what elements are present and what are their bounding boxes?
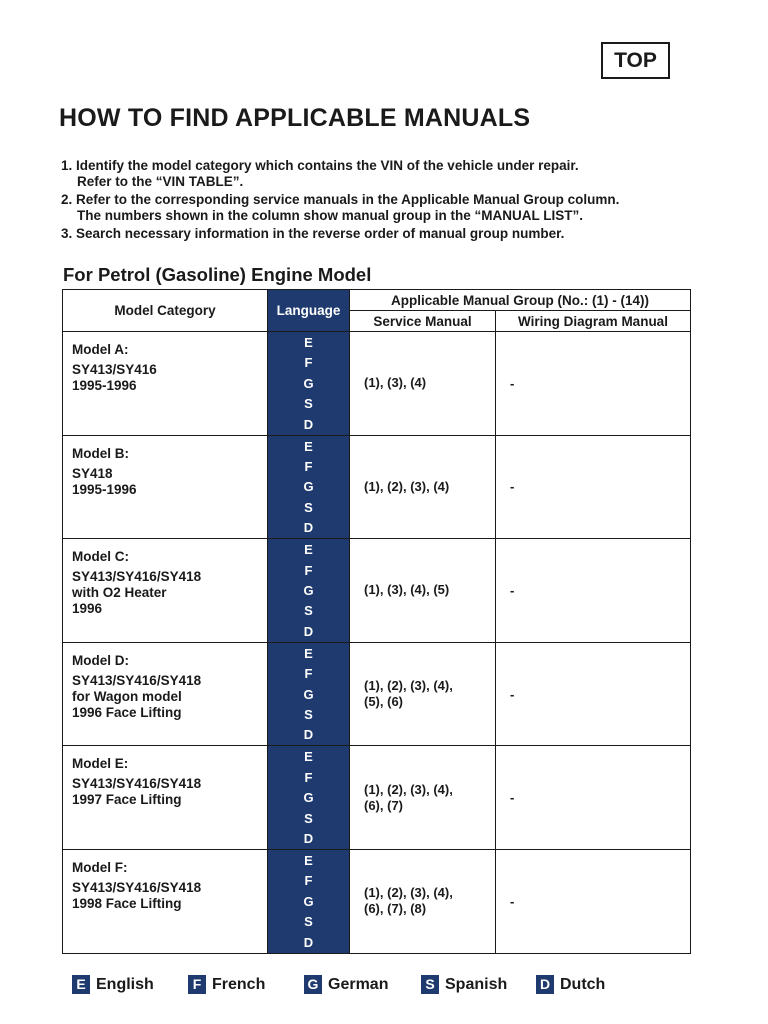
step-2-note: The numbers shown in the column show manual group in the “MANUAL LIST”.: [77, 207, 584, 223]
legend-label-dutch: Dutch: [560, 975, 606, 993]
model-category-cell: [63, 435, 268, 539]
step-3: 3. Search necessary information in the reverse order of manual group number.: [61, 226, 565, 241]
language-code: F: [304, 355, 313, 371]
table-row: [63, 642, 691, 746]
language-code: G: [303, 375, 314, 391]
language-cell: [268, 746, 350, 850]
service-manual-groups: (6), (7): [364, 797, 403, 813]
model-detail: SY413/SY416/SY418: [72, 672, 202, 688]
service-manual-groups: (1), (2), (3), (4),: [364, 781, 453, 797]
language-code: D: [303, 830, 314, 846]
section-subtitle: For Petrol (Gasoline) Engine Model: [63, 264, 372, 285]
language-cell: [268, 435, 350, 539]
table-row: [63, 746, 691, 850]
service-manual-cell: [350, 539, 496, 643]
language-code: E: [304, 645, 313, 661]
language-code: D: [303, 416, 314, 432]
language-cell: [268, 539, 350, 643]
legend-item-german: [304, 975, 421, 994]
wiring-diagram-cell: -: [496, 435, 691, 539]
legend-item-spanish: [421, 975, 536, 994]
header-applicable-group: Applicable Manual Group (No.: (1) - (14)): [350, 290, 691, 311]
service-manual-groups: (1), (2), (3), (4),: [364, 678, 453, 694]
step-1: 1. Identify the model category which contains the VIN of the vehicle under repair.: [61, 158, 579, 173]
model-detail: 1998 Face Lifting: [72, 895, 182, 911]
language-cell: [268, 849, 350, 953]
legend-label-french: French: [212, 975, 266, 993]
header-wiring-diagram: Wiring Diagram Manual: [496, 311, 691, 332]
table-row: [63, 539, 691, 643]
language-cell: [268, 642, 350, 746]
top-button[interactable]: TOP: [601, 42, 670, 79]
language-code: F: [304, 873, 313, 889]
legend-label-english: English: [96, 975, 154, 993]
language-code: F: [304, 458, 313, 474]
language-code: F: [304, 666, 313, 682]
model-detail: 1996: [72, 601, 103, 617]
language-code: G: [303, 686, 314, 702]
model-name: Model D:: [72, 652, 129, 668]
service-manual-groups: (1), (3), (4): [364, 375, 427, 391]
header-model-category: Model Category: [63, 290, 268, 332]
legend-item-french: [188, 975, 304, 994]
legend-item-english: [72, 975, 188, 994]
language-code: F: [304, 769, 313, 785]
language-code: S: [304, 706, 313, 722]
model-detail: 1995-1996: [72, 481, 137, 497]
language-code: D: [303, 623, 314, 639]
service-manual-groups: (1), (2), (3), (4),: [364, 885, 453, 901]
service-manual-cell: [350, 746, 496, 850]
language-legend: [72, 975, 605, 994]
language-code: G: [303, 893, 314, 909]
table-row: [63, 332, 691, 436]
model-category-cell: [63, 642, 268, 746]
wiring-diagram-cell: -: [496, 539, 691, 643]
model-category-cell: [63, 849, 268, 953]
language-code: F: [304, 562, 313, 578]
wiring-diagram-cell: -: [496, 849, 691, 953]
page-title: HOW TO FIND APPLICABLE MANUALS: [59, 104, 531, 132]
service-manual-cell: [350, 332, 496, 436]
model-name: Model C:: [72, 549, 129, 565]
legend-code-e: E: [72, 975, 90, 994]
legend-label-spanish: Spanish: [445, 975, 508, 993]
language-code: E: [304, 542, 313, 558]
language-code: S: [304, 499, 313, 515]
language-code: S: [304, 603, 313, 619]
service-manual-groups: (5), (6): [364, 694, 403, 710]
step-1-note: Refer to the “VIN TABLE”.: [77, 173, 244, 189]
model-name: Model E:: [72, 756, 129, 772]
applicable-manual-table: [62, 289, 691, 954]
step-2: 2. Refer to the corresponding service manuals in the Applicable Manual Group column.: [61, 192, 620, 207]
legend-code-d: D: [536, 975, 554, 994]
language-code: G: [303, 479, 314, 495]
legend-code-s: S: [421, 975, 439, 994]
wiring-diagram-cell: -: [496, 746, 691, 850]
legend-code-g: G: [304, 975, 322, 994]
language-code: D: [303, 934, 314, 950]
service-manual-groups: (1), (2), (3), (4): [364, 478, 450, 494]
model-detail: SY418: [72, 465, 113, 481]
language-cell: [268, 332, 350, 436]
model-detail: SY413/SY416/SY418: [72, 776, 202, 792]
language-code: E: [304, 438, 313, 454]
language-code: E: [304, 852, 313, 868]
model-category-cell: [63, 332, 268, 436]
service-manual-groups: (1), (3), (4), (5): [364, 582, 450, 598]
model-name: Model F:: [72, 859, 128, 875]
language-code: S: [304, 810, 313, 826]
model-detail: 1996 Face Lifting: [72, 704, 182, 720]
legend-label-german: German: [328, 975, 389, 993]
wiring-diagram-cell: -: [496, 332, 691, 436]
legend-code-f: F: [188, 975, 206, 994]
language-code: D: [303, 520, 314, 536]
model-detail: SY413/SY416: [72, 362, 157, 377]
service-manual-groups: (6), (7), (8): [364, 901, 427, 917]
language-code: D: [303, 727, 314, 743]
model-name: Model B:: [72, 445, 129, 461]
language-code: G: [303, 582, 314, 598]
service-manual-cell: [350, 849, 496, 953]
model-detail: SY413/SY416/SY418: [72, 569, 202, 585]
service-manual-cell: [350, 642, 496, 746]
language-code: S: [304, 914, 313, 930]
language-code: G: [303, 790, 314, 806]
wiring-diagram-cell: -: [496, 642, 691, 746]
header-service-manual: Service Manual: [350, 311, 496, 332]
service-manual-cell: [350, 435, 496, 539]
header-language: Language: [268, 290, 350, 332]
table-row: [63, 435, 691, 539]
model-category-cell: [63, 746, 268, 850]
model-detail: 1995-1996: [72, 378, 137, 393]
instructions: [61, 158, 619, 242]
legend-item-dutch: [536, 975, 605, 994]
model-detail: SY413/SY416/SY418: [72, 879, 202, 895]
model-detail: 1997 Face Lifting: [72, 792, 182, 808]
model-category-cell: [63, 539, 268, 643]
language-code: E: [304, 749, 313, 765]
model-detail: with O2 Heater: [72, 585, 167, 601]
table-row: [63, 849, 691, 953]
model-detail: for Wagon model: [72, 688, 182, 704]
language-code: E: [304, 335, 313, 350]
model-name: Model A:: [72, 342, 129, 357]
language-code: S: [304, 396, 313, 412]
